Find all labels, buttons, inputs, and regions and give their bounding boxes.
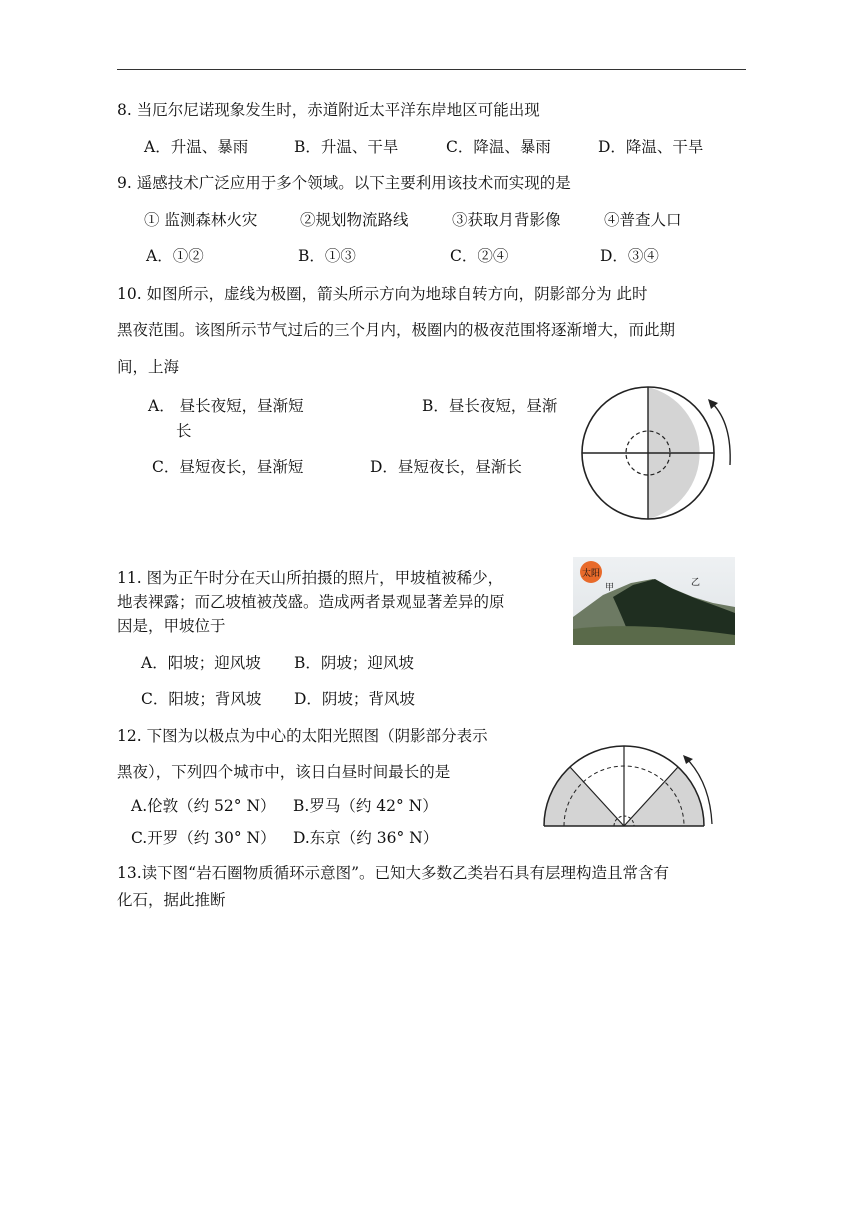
q11-option-a: A．阳坡；迎风坡 [141, 654, 261, 672]
q8-stem: 8. 当厄尔尼诺现象发生时，赤道附近太平洋东岸地区可能出现 [117, 101, 540, 119]
q9-item-1: ① 监测森林火灾 [144, 211, 258, 229]
q12-option-c: C.开罗（约 30° N） [131, 829, 276, 847]
q11-line-3: 因是，甲坡位于 [117, 617, 226, 635]
q10-option-b-wrap: 长 [176, 422, 192, 440]
night-shade-left [544, 767, 624, 826]
q12-option-b: B.罗马（约 42° N） [293, 797, 438, 815]
q8-option-a: A．升温、暴雨 [144, 138, 249, 156]
sun-label: 太阳 [581, 569, 601, 579]
q10-line-2: 黑夜范围。该图所示节气过后的三个月内，极圈内的极夜范围将逐渐增大，而此期 [117, 321, 676, 339]
q8-option-b: B．升温、干旱 [294, 138, 399, 156]
q9-option-c: C．②④ [450, 247, 509, 265]
q9-option-a: A．①② [146, 247, 204, 265]
rotation-arrow-head [683, 755, 693, 764]
q9-option-b: B．①③ [298, 247, 356, 265]
q12-option-a: A.伦敦（约 52° N） [131, 797, 276, 815]
q11-option-d: D．阴坡；背风坡 [294, 690, 415, 708]
q10-option-b: B．昼长夜短，昼渐 [422, 397, 558, 415]
night-shade-right [624, 767, 704, 826]
q12-option-d: D.东京（约 36° N） [293, 829, 439, 847]
q13-line-2: 化石，据此推断 [117, 891, 226, 909]
q10-option-c: C．昼短夜长，昼渐短 [152, 458, 304, 476]
q11-line-1: 11. 图为正午时分在天山所拍摄的照片，甲坡植被稀少， [117, 569, 504, 587]
q10-line-1: 10. 如图所示，虚线为极圈，箭头所示方向为地球自转方向，阴影部分为 此时 [117, 285, 648, 303]
slope-b-label: 乙 [691, 578, 701, 588]
q10-earth-diagram [578, 385, 750, 521]
q13-line-1: 13.读下图“岩石圈物质循环示意图”。已知大多数乙类岩石具有层理构造且常含有 [117, 864, 670, 882]
q11-line-2: 地表裸露；而乙坡植被茂盛。造成两者景观显著差异的原 [117, 593, 505, 611]
q10-line-3: 间，上海 [117, 358, 180, 376]
q9-stem: 9. 遥感技术广泛应用于多个领域。以下主要利用该技术而实现的是 [117, 174, 571, 192]
q11-tianshan-photo [573, 557, 735, 645]
q9-item-3: ③获取月背影像 [452, 211, 561, 229]
q8-option-d: D．降温、干旱 [598, 138, 704, 156]
q10-option-a: A． 昼长夜短，昼渐短 [148, 397, 304, 415]
q10-option-d: D．昼短夜长，昼渐长 [370, 458, 522, 476]
q9-option-d: D．③④ [600, 247, 659, 265]
q12-sunlight-diagram [542, 744, 722, 830]
q11-option-c: C．阳坡；背风坡 [141, 690, 262, 708]
q12-line-1: 12. 下图为以极点为中心的太阳光照图（阴影部分表示 [117, 727, 488, 745]
header-rule [117, 69, 746, 70]
q9-item-2: ②规划物流路线 [300, 211, 409, 229]
q12-line-2: 黑夜），下列四个城市中，该日白昼时间最长的是 [117, 763, 451, 781]
q9-item-4: ④普查人口 [604, 211, 682, 229]
q11-option-b: B．阴坡；迎风坡 [294, 654, 414, 672]
q8-option-c: C．降温、暴雨 [446, 138, 551, 156]
slope-a-label: 甲 [605, 583, 615, 593]
